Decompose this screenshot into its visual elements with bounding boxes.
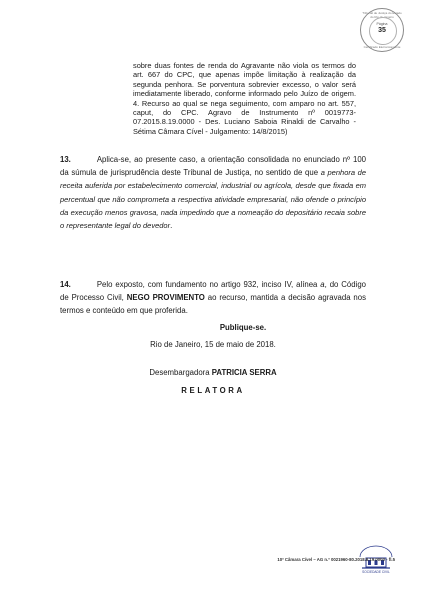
certification-seal	[360, 8, 404, 52]
signer-title: Desembargadora	[149, 368, 212, 377]
paragraph-italic-text: a penhora de receita auferida por estabelecimento comercial, industrial ou agrícola, desde que fixada em percentual que não comprometa a respectiva atividade empresarial, não ofende o princípio da execução menos gravosa, nada impedindo que a nomeação do depositário recaia sobre o representante legal do devedor	[60, 168, 366, 231]
paragraph-italic-letter: a	[320, 280, 325, 289]
signer-role: RELATORA	[181, 386, 245, 395]
seal-page-label: Página	[376, 22, 388, 26]
seal-bottom-text: Certificado Eletronicamente	[363, 45, 401, 49]
paragraph-number: 13.	[60, 155, 71, 164]
paragraph-number: 14.	[60, 280, 71, 289]
page-footer: 10ª Câmara Cível – AG n.º 0021960-80.2018.8.19.0000 - fl.5	[277, 557, 395, 562]
paragraph-text: Aplica-se, ao presente caso, a orientação consolidada no enunciado nº 100 da súmula de jurisprudência deste Tribunal de Justiça, no sentido de que	[60, 155, 366, 178]
logo-caption: SOCIEDADE CIVIL	[362, 570, 390, 574]
seal-top-text: Tribunal de Justiça do Estado do Rio de Janeiro	[362, 11, 402, 19]
seal-page-number: 35	[378, 27, 386, 34]
paragraph-text-2: , do Código de Processo Civil,	[60, 280, 366, 303]
signer-name: PATRICIA SERRA	[211, 368, 277, 377]
paragraph-text-3: ao recurso, mantida a decisão agravada nos termos e conteúdo em que proferida.	[60, 293, 366, 316]
decision-bold: NEGO PROVIMENTO	[126, 293, 205, 303]
publique-se: Publique-se.	[219, 323, 267, 332]
quoted-precedent: sobre duas fontes de renda do Agravante não viola os termos do art. 667 do CPC, que apenas impõe limitação à realização da segunda penhora. Se porventura sobrevier excesso, o valor será imediatamente liberado, conforme informado pelo Juízo de origem. 4. Recurso ao qual se nega seguimento, com amparo no art. 557, caput, do CPC. Agravo de Instrumento nº 0019773-07.2015.8.19.0000 - Des. Luciano Saboia Rinaldi de Carvalho - Sétima Câmara Cível - Julgamento: 14/8/2015)	[133, 61, 356, 136]
paragraph-13	[60, 153, 366, 232]
paragraph-end: .	[170, 221, 173, 231]
paragraph-14	[60, 278, 366, 318]
signer-line	[60, 368, 366, 377]
place-date: Rio de Janeiro, 15 de maio de 2018.	[150, 340, 276, 349]
paragraph-text: Pelo exposto, com fundamento no artigo 932, inciso IV, alínea	[96, 280, 321, 289]
